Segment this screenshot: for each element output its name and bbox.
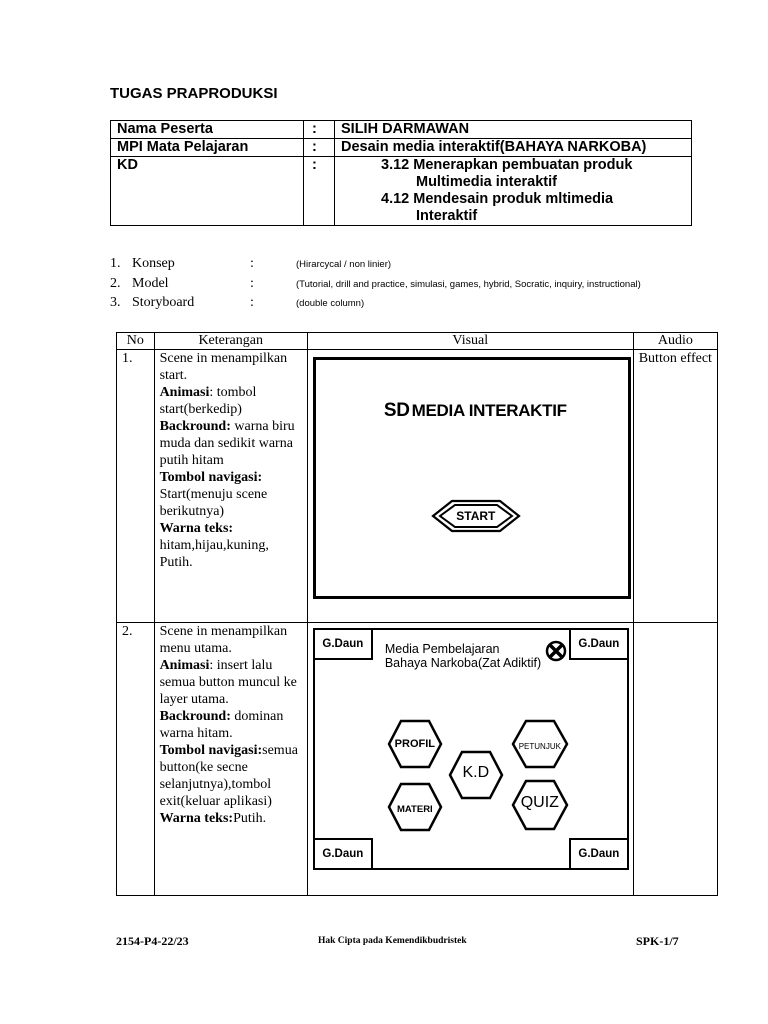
main-menu-mockup xyxy=(313,628,629,870)
storyboard-header-row xyxy=(117,333,718,350)
kd-number: 3.12 xyxy=(381,157,410,173)
kd-list xyxy=(335,157,692,226)
text-color-text: Putih. xyxy=(233,811,267,826)
scene-audio xyxy=(633,623,717,896)
materi-label: MATERI xyxy=(396,804,433,815)
scene-description xyxy=(154,350,307,623)
info-colon: : xyxy=(304,139,335,157)
exit-icon[interactable] xyxy=(545,640,567,662)
background-text: warna biru muda dan sedikit warna putih hitam xyxy=(159,419,295,468)
plan-description: (Hirarcycal / non linier) xyxy=(296,259,392,270)
petunjuk-button[interactable] xyxy=(511,719,569,769)
info-label: KD xyxy=(111,157,304,226)
header-audio: Audio xyxy=(633,333,717,350)
kd-item xyxy=(341,157,685,191)
background-label: Backround: xyxy=(159,419,231,434)
kd-label: K.D xyxy=(462,764,490,781)
corner-leaf-top-right: G.Daun xyxy=(569,628,629,660)
background-label: Backround: xyxy=(159,709,231,724)
menu-title xyxy=(385,642,541,670)
storyboard-table xyxy=(116,332,718,896)
kd-text: Mendesain produk mltimedia xyxy=(413,191,614,207)
corner-leaf-bottom-left: G.Daun xyxy=(313,838,373,870)
corner-leaf-top-left: G.Daun xyxy=(313,628,373,660)
start-button-label: START xyxy=(456,509,496,523)
plan-number: 1. xyxy=(110,256,121,271)
plan-number: 3. xyxy=(110,295,121,310)
plan-colon: : xyxy=(250,295,254,310)
scene-visual xyxy=(307,350,633,623)
plan-description: (Tutorial, drill and practice, simulasi, games, hybrid, Socratic, inquiry, instructional) xyxy=(296,279,641,290)
kd-item xyxy=(341,191,685,225)
plan-description: (double column) xyxy=(296,298,365,309)
menu-title-line-1: Media Pembelajaran xyxy=(384,642,500,656)
animation-text: : insert lalu semua button muncul ke layer utama. xyxy=(159,658,297,707)
info-row-subject xyxy=(111,139,692,157)
navigation-text: semua button(ke secne selanjutnya),tombol exit(keluar aplikasi) xyxy=(159,743,298,809)
materi-button[interactable] xyxy=(387,782,443,832)
info-label: MPI Mata Pelajaran xyxy=(111,139,304,157)
plan-name: Storyboard xyxy=(132,295,195,310)
info-label: Nama Peserta xyxy=(111,121,304,139)
info-value: Desain media interaktif(BAHAYA NARKOBA) xyxy=(335,139,692,157)
info-colon: : xyxy=(304,121,335,139)
quiz-label: QUIZ xyxy=(520,794,559,811)
storyboard-row-scene-2 xyxy=(117,623,718,896)
kd-text: Menerapkan pembuatan produk xyxy=(413,157,633,173)
info-colon: : xyxy=(304,157,335,226)
scene-audio: Button effect xyxy=(633,350,717,623)
scene-description xyxy=(154,623,307,896)
animation-text: : tombol start(berkedip) xyxy=(159,385,257,417)
text-color-label: Warna teks: xyxy=(159,521,234,536)
start-screen-mockup xyxy=(313,357,631,599)
plan-number: 2. xyxy=(110,276,121,291)
petunjuk-label: PETUNJUK xyxy=(518,742,561,751)
plan-name: Model xyxy=(132,276,169,291)
plan-name: Konsep xyxy=(132,256,175,271)
info-row-name xyxy=(111,121,692,139)
logo-text: MEDIA INTERAKTIF xyxy=(411,401,567,420)
text-color-text: hitam,hijau,kuning, Putih. xyxy=(159,538,269,570)
background-text: dominan warna hitam. xyxy=(159,709,284,741)
plan-item xyxy=(110,276,710,296)
sd-logo-icon: SD xyxy=(383,400,410,421)
plan-item xyxy=(110,295,710,315)
header-no: No xyxy=(117,333,155,350)
kd-text-cont: Interaktif xyxy=(416,208,478,224)
footer-page-number: SPK-1/7 xyxy=(636,934,679,948)
quiz-button[interactable] xyxy=(511,779,569,831)
scene-intro: Scene in menampilkan start. xyxy=(159,351,288,383)
footer-copyright: Hak Cipta pada Kemendikbudristek xyxy=(318,936,467,946)
footer-code: 2154-P4-22/23 xyxy=(116,934,189,948)
plan-colon: : xyxy=(250,276,254,291)
navigation-label: Tombol navigasi: xyxy=(159,470,263,485)
scene-number: 1. xyxy=(117,350,155,623)
header-visual: Visual xyxy=(307,333,633,350)
info-value: SILIH DARMAWAN xyxy=(335,121,692,139)
info-row-kd xyxy=(111,157,692,226)
animation-label: Animasi xyxy=(159,658,210,673)
corner-leaf-bottom-right: G.Daun xyxy=(569,838,629,870)
profil-label: PROFIL xyxy=(394,738,436,750)
scene-intro: Scene in menampilkan menu utama. xyxy=(159,624,288,656)
navigation-label: Tombol navigasi: xyxy=(159,743,263,758)
kd-number: 4.12 xyxy=(381,191,410,207)
scene-visual xyxy=(307,623,633,896)
document-title: TUGAS PRAPRODUKSI xyxy=(110,85,278,102)
kd-button[interactable] xyxy=(448,750,504,800)
scene-number: 2. xyxy=(117,623,155,896)
participant-info-table xyxy=(110,120,692,226)
plan-colon: : xyxy=(250,256,254,271)
profil-button[interactable] xyxy=(387,719,443,769)
text-color-label: Warna teks: xyxy=(159,811,234,826)
kd-text-cont: Multimedia interaktif xyxy=(416,174,557,190)
media-interaktif-logo xyxy=(384,402,567,419)
animation-label: Animasi xyxy=(159,385,210,400)
navigation-text: Start(menuju scene berikutnya) xyxy=(159,487,268,519)
header-keterangan: Keterangan xyxy=(154,333,307,350)
start-button[interactable] xyxy=(430,498,522,534)
menu-title-line-2: Bahaya Narkoba(Zat Adiktif) xyxy=(384,656,542,670)
plan-item xyxy=(110,256,710,276)
storyboard-row-scene-1 xyxy=(117,350,718,623)
